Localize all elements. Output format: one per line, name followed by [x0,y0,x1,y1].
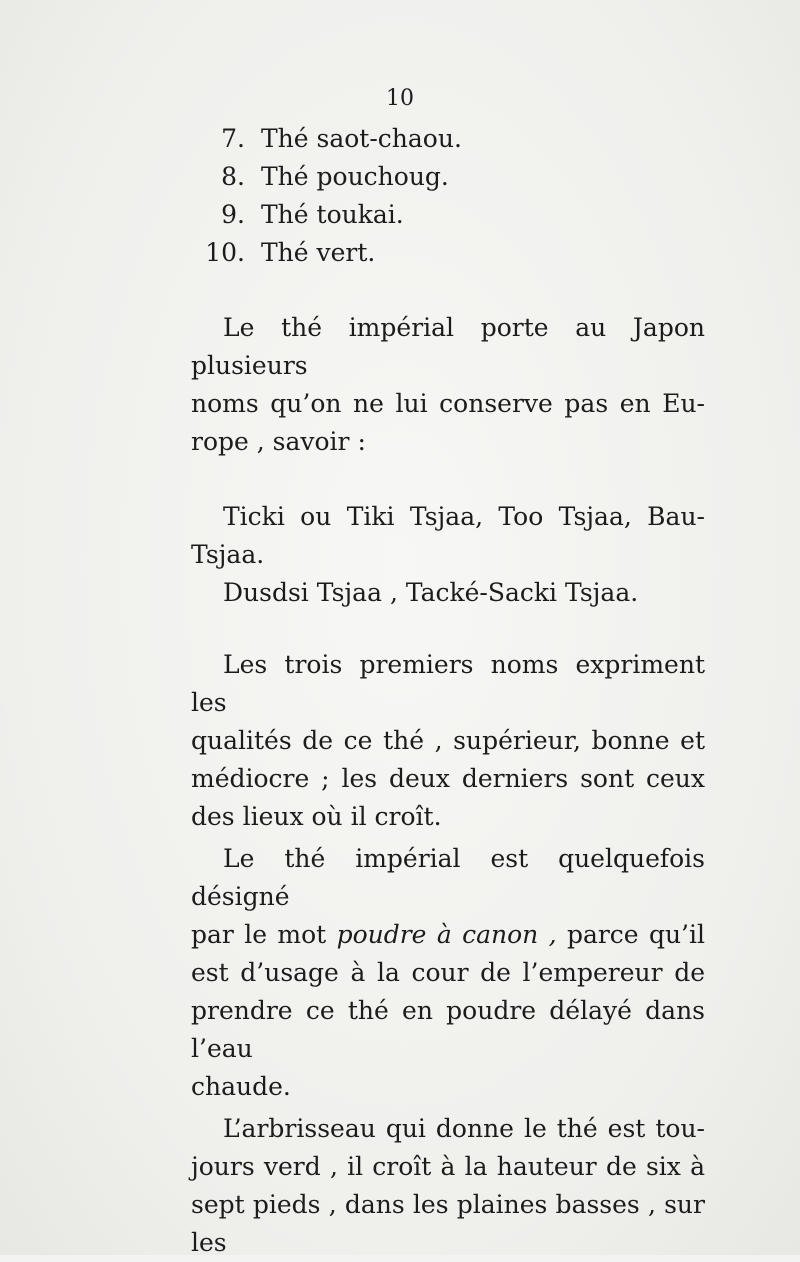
list-number: 8. [221,162,245,191]
italic-term: poudre à canon , [336,920,557,949]
list-text: Thé saot-chaou. [261,124,462,153]
text-line: qualités de ce thé , supérieur, bonne et [191,726,705,755]
list-item [191,234,705,272]
text-line: médiocre ; les deux derniers sont ceux [191,764,705,793]
list-number: 7. [221,124,245,153]
text-fragment: parce qu’il [566,920,705,949]
list-item [191,120,705,158]
paragraph-qualities [191,646,705,836]
paragraph-gunpowder [191,840,705,1106]
text-line: jours verd , il croît à la hauteur de six à [191,1152,705,1181]
text-line: L’arbrisseau qui donne le thé est tou- [223,1114,705,1143]
names-list [191,498,705,612]
text-line: Tsjaa. [191,540,265,569]
text-line: est d’usage à la cour de l’empereur de [191,958,705,987]
text-line: Ticki ou Tiki Tsjaa, Too Tsjaa, Bau- [223,502,705,531]
text-line: noms qu’on ne lui conserve pas en Eu- [191,389,705,418]
text-line: Le thé impérial est quelquefois désigné [191,844,705,911]
text-line: chaude. [191,1072,291,1101]
list-text: Thé toukai. [261,200,404,229]
page-number: 10 [386,86,414,111]
text-line: rope , savoir : [191,427,366,456]
page-text [191,120,705,1262]
list-number: 10. [205,238,245,267]
text-line: Dusdsi Tsjaa , Tacké-Sacki Tsjaa. [223,578,639,607]
text-line [191,916,705,954]
list-text: Thé pouchoug. [261,162,449,191]
text-line: sept pieds , dans les plaines basses , sur les [191,1190,705,1257]
text-line: des lieux où il croît. [191,802,442,831]
list-number: 9. [221,200,245,229]
paragraph-shrub [191,1110,705,1262]
list-text: Thé vert. [261,238,376,267]
tea-list [191,120,705,272]
paragraph-imperial-names [191,309,705,461]
text-line: Les trois premiers noms expriment les [191,650,705,717]
text-line: prendre ce thé en poudre délayé dans l’eau [191,996,705,1063]
list-item [191,196,705,234]
text-line: Le thé impérial porte au Japon plusieurs [191,313,705,380]
text-fragment: par le mot [191,920,327,949]
list-item [191,158,705,196]
